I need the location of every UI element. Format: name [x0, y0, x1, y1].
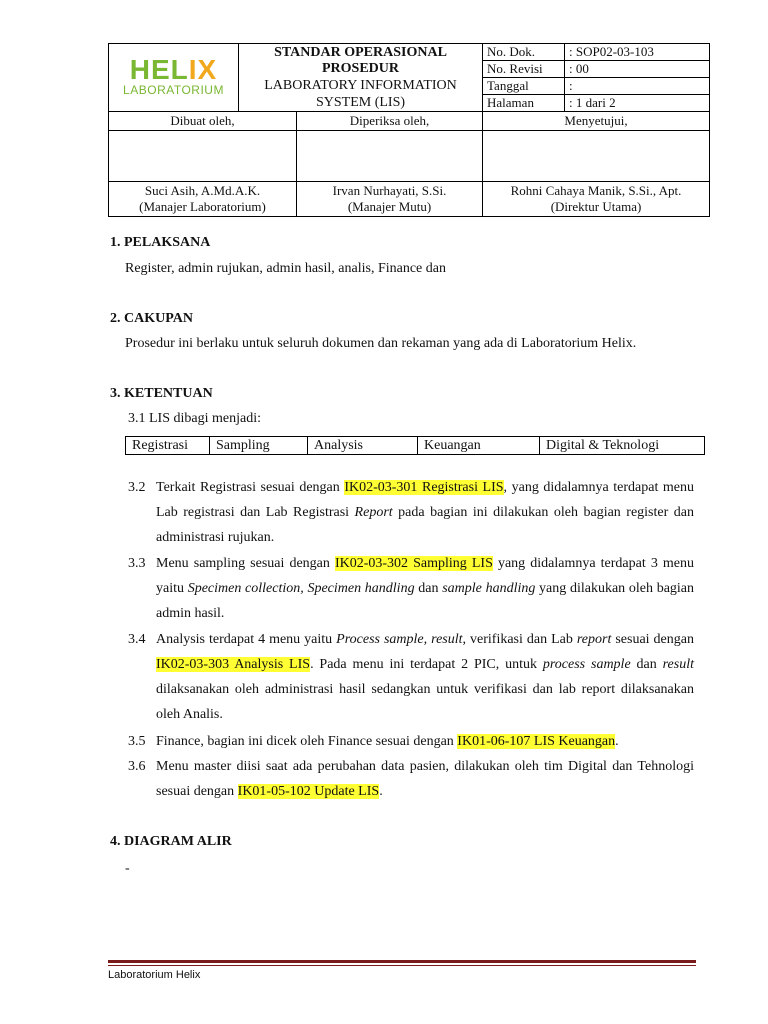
logo-cell: [109, 44, 239, 112]
ref-ik02-03-302: IK02-03-302 Sampling LIS: [334, 556, 493, 571]
header-table: [108, 43, 710, 217]
item-3-3-number: 3.3: [128, 556, 146, 571]
ref-ik01-05-102: IK01-05-102 Update LIS: [237, 784, 380, 799]
lis-module-registrasi: Registrasi: [126, 437, 210, 455]
item-3-6-number: 3.6: [128, 759, 146, 774]
meta-label-doc-no: No. Dok.: [483, 44, 565, 61]
section-heading-ketentuan: 3. KETENTUAN: [110, 386, 213, 401]
footer-rule-thick: [108, 960, 696, 963]
item-3-4-number: 3.4: [128, 632, 146, 647]
helix-logo: HELIX LABORATORIUM: [123, 54, 224, 97]
ref-ik02-03-301: IK02-03-301 Registrasi LIS: [344, 480, 504, 495]
sig-header-prepared: Dibuat oleh,: [109, 112, 297, 131]
meta-value-page: : 1 dari 2: [565, 95, 710, 112]
item-3-2-text: Terkait Registrasi sesuai dengan IK02-03-301 Registrasi LIS, yang didalamnya terdapat menu Lab registrasi dan Lab Registrasi Report pada bagian ini dilakukan oleh bagian register dan administrasi rujukan.: [156, 480, 695, 545]
signature-box-approved: [483, 131, 710, 182]
footer-text: Laboratorium Helix: [108, 969, 201, 981]
footer-rule-thin: [108, 965, 696, 966]
section-heading-diagram-alir: 4. DIAGRAM ALIR: [110, 834, 232, 849]
signature-box-prepared: [109, 131, 297, 182]
section-heading-cakupan: 2. CAKUPAN: [110, 311, 193, 326]
ref-ik01-06-107: IK01-06-107 LIS Keuangan: [457, 734, 616, 749]
document-title: STANDAR OPERASIONAL PROSEDUR LABORATORY INFORMATION SYSTEM (LIS): [239, 44, 483, 112]
section-heading-pelaksana: 1. PELAKSANA: [110, 235, 211, 250]
meta-value-date: :: [565, 78, 710, 95]
item-3-2-number: 3.2: [128, 480, 146, 495]
section-text-cakupan: Prosedur ini berlaku untuk seluruh dokumen dan rekaman yang ada di Laboratorium Helix.: [125, 336, 637, 351]
signatory-prepared: Suci Asih, A.Md.A.K. (Manajer Laboratorium): [109, 182, 297, 217]
section-text-diagram-alir: -: [125, 861, 130, 876]
sig-header-checked: Diperiksa oleh,: [297, 112, 483, 131]
lis-module-analysis: Analysis: [308, 437, 418, 455]
lis-module-sampling: Sampling: [210, 437, 308, 455]
item-3-6-text: Menu master diisi saat ada perubahan data pasien, dilakukan oleh tim Digital dan Tehnologi sesuai dengan IK01-05-102 Update LIS.: [156, 759, 694, 799]
lis-module-digital: Digital & Teknologi: [540, 437, 705, 455]
meta-value-revision: : 00: [565, 61, 710, 78]
item-3-4-text: Analysis terdapat 4 menu yaitu Process sample, result, verifikasi dan Lab report sesuai dengan IK02-03-303 Analysis LIS. Pada menu ini terdapat 2 PIC, untuk process sample dan result dilaksanakan oleh administrasi hasil sedangkan untuk verifikasi dan lab report dilaksanakan oleh Analis.: [156, 632, 694, 722]
meta-label-date: Tanggal: [483, 78, 565, 95]
signatory-checked: Irvan Nurhayati, S.Si. (Manajer Mutu): [297, 182, 483, 217]
meta-value-doc-no: : SOP02-03-103: [565, 44, 710, 61]
signature-box-checked: [297, 131, 483, 182]
meta-label-page: Halaman: [483, 95, 565, 112]
signatory-approved: Rohni Cahaya Manik, S.Si., Apt. (Direktur Utama): [483, 182, 710, 217]
meta-label-revision: No. Revisi: [483, 61, 565, 78]
section-text-pelaksana: Register, admin rujukan, admin hasil, analis, Finance dan: [125, 261, 446, 276]
item-3-1: 3.1 LIS dibagi menjadi:: [128, 411, 261, 426]
lis-modules-table: [125, 436, 705, 455]
sig-header-approved: Menyetujui,: [483, 112, 710, 131]
ref-ik02-03-303: IK02-03-303 Analysis LIS: [156, 657, 311, 672]
lis-module-keuangan: Keuangan: [418, 437, 540, 455]
item-3-5-text: Finance, bagian ini dicek oleh Finance sesuai dengan IK01-06-107 LIS Keuangan.: [156, 734, 619, 749]
item-3-3-text: Menu sampling sesuai dengan IK02-03-302 Sampling LIS yang didalamnya terdapat 3 menu yaitu Specimen collection, Specimen handling dan sample handling yang dilakukan oleh bagian admin hasil.: [156, 556, 695, 621]
item-3-5-number: 3.5: [128, 734, 146, 749]
